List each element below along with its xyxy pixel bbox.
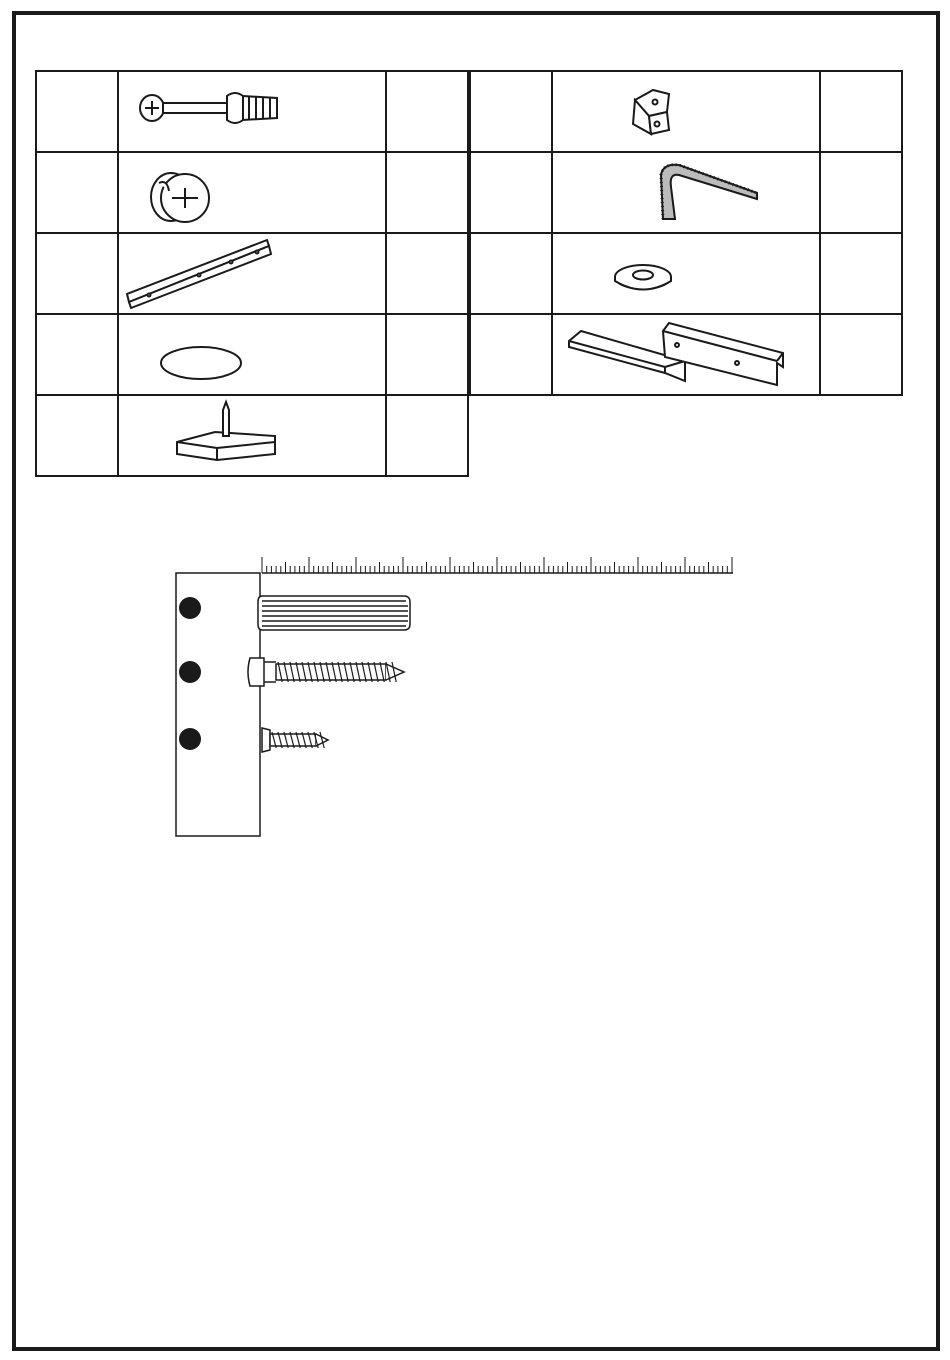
wooden-dowel-icon xyxy=(258,596,410,630)
item-marker-dowel xyxy=(179,597,201,619)
ruler xyxy=(262,557,733,573)
item-marker-short-screw xyxy=(179,728,201,750)
long-screw-icon xyxy=(248,658,404,686)
item-marker-long-screw xyxy=(179,661,201,683)
short-screw-icon xyxy=(262,728,328,752)
